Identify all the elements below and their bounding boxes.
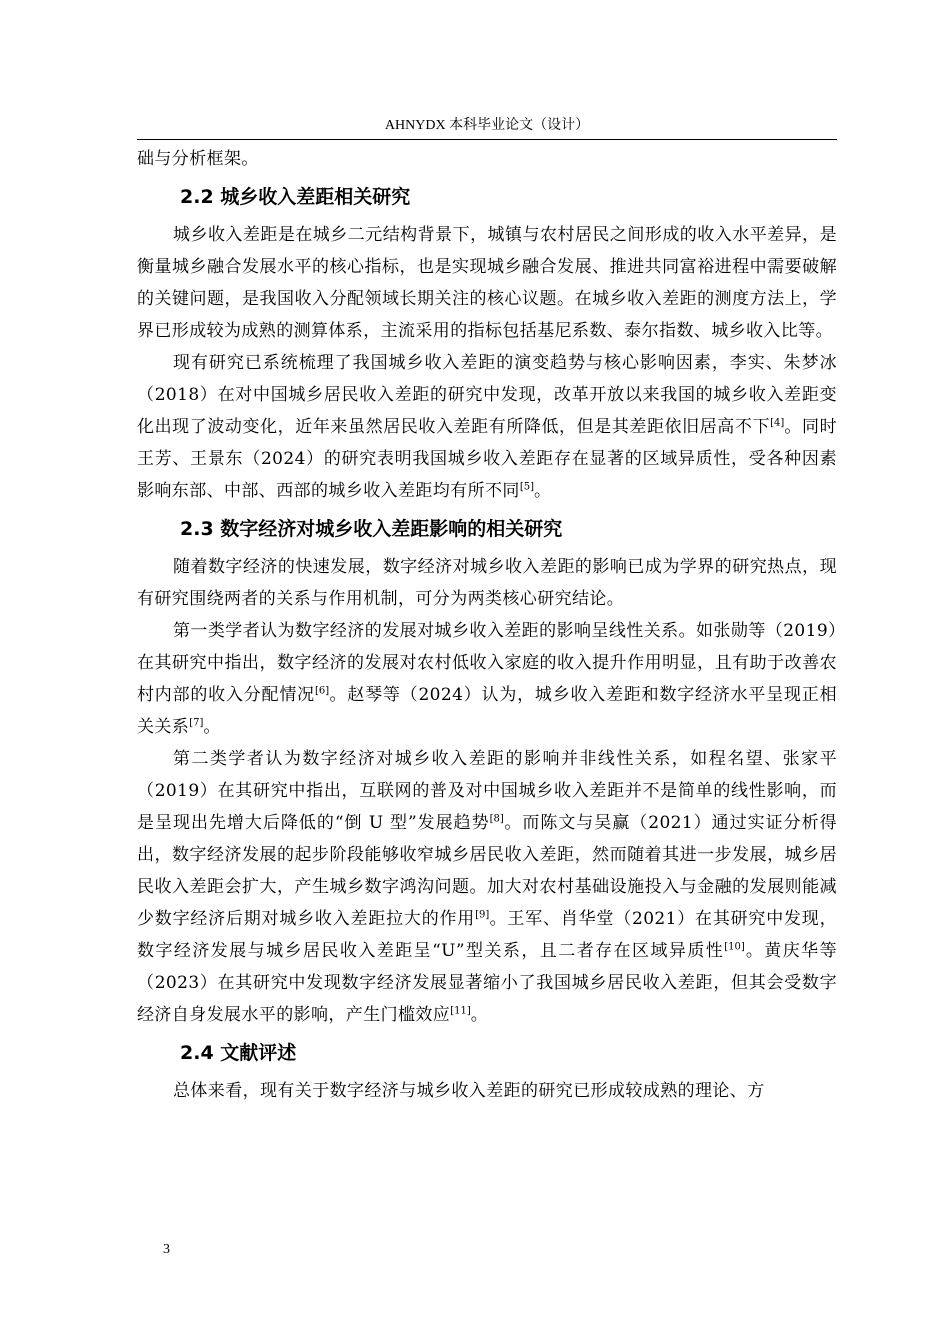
paragraph-text: 总体来看，现有关于数字经济与城乡收入差距的研究已形成较成熟的理论、方 (173, 1081, 765, 1101)
header-rule (137, 139, 837, 140)
citation-reference[interactable]: [6] (314, 685, 330, 697)
body-paragraph (137, 347, 837, 507)
citation-reference[interactable]: [5] (519, 481, 534, 493)
body-paragraph (137, 551, 837, 615)
body-paragraph (137, 143, 837, 175)
citation-reference[interactable]: [11] (450, 1005, 471, 1017)
paragraph-text: 。王军、肖华堂（2021）在其研究中发现，数字经济发展与城乡居民收入差距呈“U”型关系，且二者存在区域异质性 (137, 909, 837, 961)
citation-reference[interactable]: [7] (189, 717, 204, 729)
citation-reference[interactable]: [4] (770, 417, 785, 429)
citation-reference[interactable]: [10] (724, 941, 745, 953)
paragraph-text: 础与分析框架。 (137, 149, 259, 169)
paragraph-text: 。黄庆华等（2023）在其研究中发现数字经济发展显著缩小了我国城乡居民收入差距，但其会受数字经济自身发展水平的影响，产生门槛效应 (137, 941, 837, 1025)
paragraph-text: 随着数字经济的快速发展，数字经济对城乡收入差距的影响已成为学界的研究热点，现有研究围绕两者的关系与作用机制，可分为两类核心研究结论。 (137, 557, 837, 609)
paragraph-text: 。 (533, 481, 552, 501)
citation-reference[interactable]: [8] (489, 813, 504, 825)
section-heading: 2.3 数字经济对城乡收入差距影响的相关研究 (180, 518, 563, 540)
section-heading: 2.4 文献评述 (180, 1042, 297, 1064)
paragraph-text: 第一类学者认为数字经济的发展对城乡收入差距的影响呈线性关系。如张勋等（2019）在其研究中指出，数字经济的发展对农村低收入家庭的收入提升作用明显，且有助于改善农村内部的收入分配情况 (137, 621, 837, 705)
paragraph-text: 现有研究已系统梳理了我国城乡收入差距的演变趋势与核心影响因素，李实、朱梦冰（2018）在对中国城乡居民收入差距的研究中发现，改革开放以来我国的城乡收入差距变化出现了波动变化，近年来虽然居民收入差距有所降低，但是其差距依旧居高不下 (137, 353, 837, 437)
page-number: 3 (163, 1242, 170, 1257)
paragraph-text: 城乡收入差距是在城乡二元结构背景下，城镇与农村居民之间形成的收入水平差异，是衡量城乡融合发展水平的核心指标，也是实现城乡融合发展、推进共同富裕进程中需要破解的关键问题，是我国收入分配领域长期关注的核心议题。在城乡收入差距的测度方法上，学界已形成较为成熟的测算体系，主流采用的指标包括基尼系数、泰尔指数、城乡收入比等。 (137, 225, 837, 341)
paragraph-text: 。 (203, 717, 221, 737)
citation-reference[interactable]: [9] (475, 909, 490, 921)
paragraph-text: 。 (470, 1005, 489, 1025)
body-paragraph (137, 1075, 837, 1107)
paragraph-text: 。赵琴等（2024）认为，城乡收入差距和数字经济水平呈现正相关关系 (137, 685, 837, 737)
section-heading: 2.2 城乡收入差距相关研究 (180, 186, 411, 208)
paragraph-text: 。同时王芳、王景东（2024）的研究表明我国城乡收入差距存在显著的区域异质性，受各种因素影响东部、中部、西部的城乡收入差距均有所不同 (137, 417, 837, 501)
paragraph-text: 第二类学者认为数字经济对城乡收入差距的影响并非线性关系，如程名望、张家平（2019）在其研究中指出，互联网的普及对中国城乡收入差距并不是简单的线性影响，而是呈现出先增大后降低的“倒 U 型”发展趋势 (137, 749, 837, 833)
page-header: AHNYDX 本科毕业论文（设计） (384, 118, 590, 133)
paragraph-text: 。而陈文与吴赢（2021）通过实证分析得出，数字经济发展的起步阶段能够收窄城乡居民收入差距，然而随着其进一步发展，城乡居民收入差距会扩大，产生城乡数字鸿沟问题。加大对农村基础设施投入与金融的发展则能减少数字经济后期对城乡收入差距拉大的作用 (137, 813, 837, 929)
body-paragraph (137, 219, 837, 347)
body-paragraph (137, 743, 837, 1031)
document-body (137, 143, 837, 1107)
body-paragraph (137, 615, 837, 743)
